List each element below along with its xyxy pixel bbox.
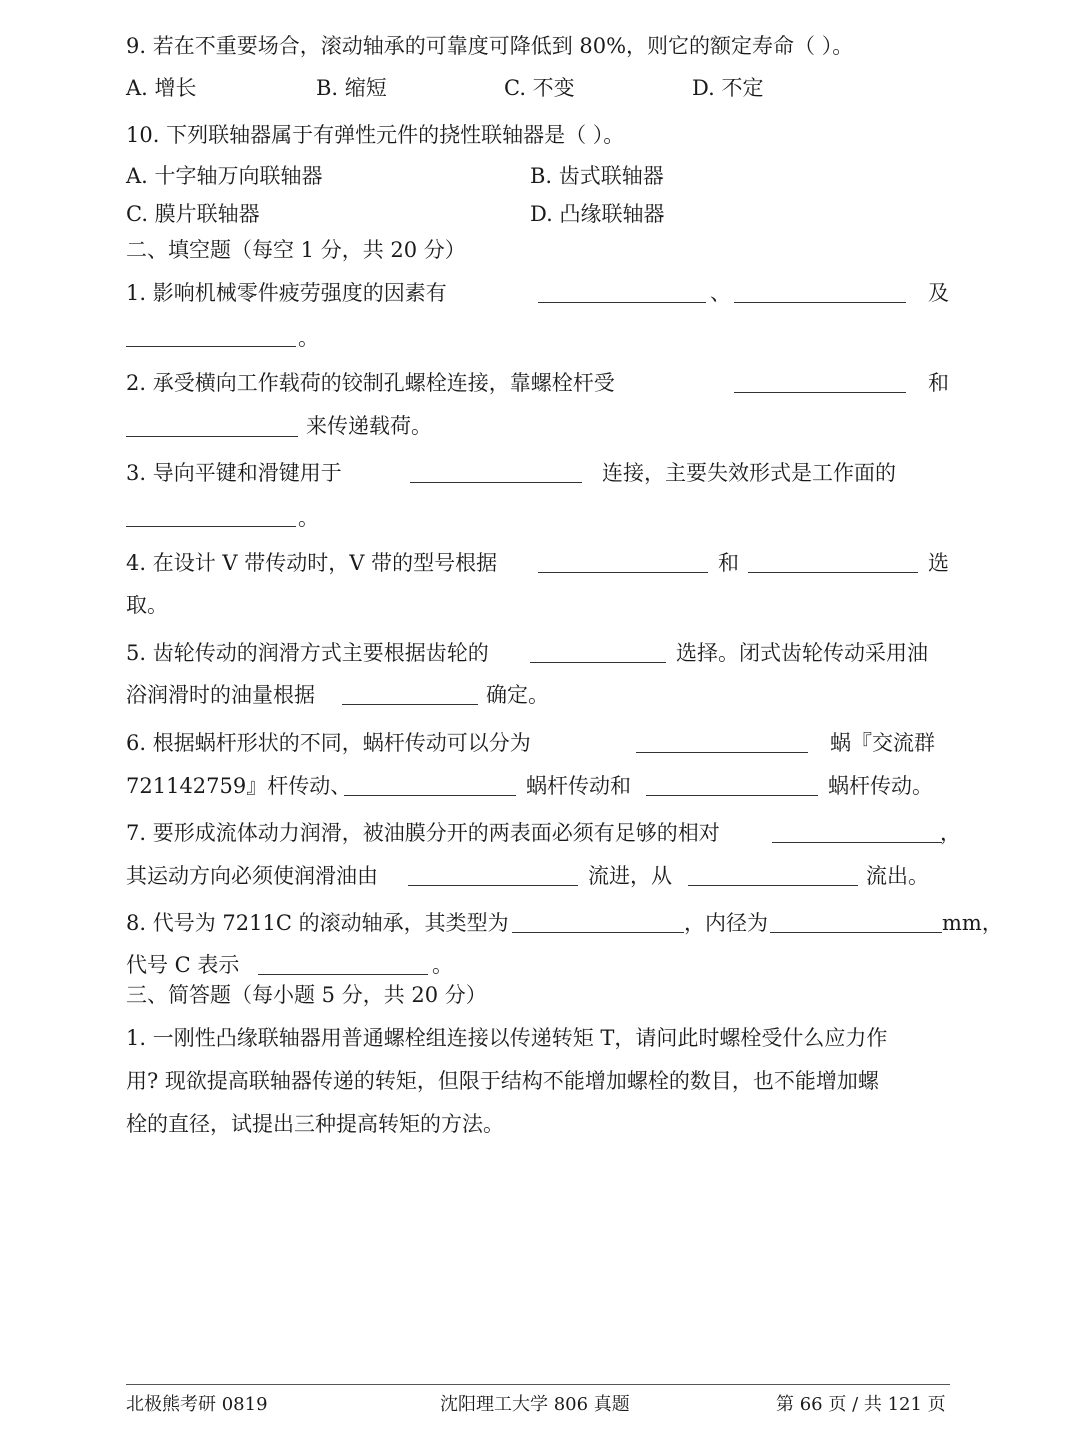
- fill-q3-end: 。: [298, 506, 319, 530]
- fill-q1-separator: 、: [710, 281, 731, 305]
- blank-line: [344, 795, 516, 796]
- blank-line: [646, 795, 818, 796]
- fill-q7-comma: ，: [940, 821, 961, 845]
- blank-line: [636, 752, 808, 753]
- fill-q2-end: 来传递载荷。: [306, 414, 432, 438]
- footer-center: 沈阳理工大学 806 真题: [440, 1394, 630, 1415]
- fill-q6-end: 蜗杆传动。: [828, 774, 933, 798]
- short-q1-line1: 1. 一刚性凸缘联轴器用普通螺栓组连接以传递转矩 T，请问此时螺栓受什么应力作: [126, 1026, 888, 1050]
- fill-q3-text: 3. 导向平键和滑键用于: [126, 461, 342, 485]
- q10-option-a: A. 十字轴万向联轴器: [126, 164, 323, 188]
- short-q1-line3: 栓的直径，试提出三种提高转矩的方法。: [126, 1112, 504, 1136]
- fill-q5-end: 确定。: [486, 683, 549, 707]
- blank-line: [770, 932, 942, 933]
- fill-q5-text-b: 选择。闭式齿轮传动采用油: [676, 641, 928, 665]
- blank-line: [512, 932, 684, 933]
- fill-q8-text-d: 代号 C 表示: [126, 953, 240, 977]
- q9-option-b: B. 缩短: [316, 76, 387, 100]
- blank-line: [126, 436, 298, 437]
- fill-q5-text-c: 浴润滑时的油量根据: [126, 683, 315, 707]
- blank-line: [538, 302, 706, 303]
- fill-q7-end: 流出。: [866, 864, 929, 888]
- fill-q6-text-c: 721142759』杆传动、: [126, 774, 352, 798]
- fill-q6-text-b: 蜗『交流群: [830, 731, 935, 755]
- blank-line: [258, 974, 428, 975]
- fill-q8-end: 。: [432, 953, 453, 977]
- fill-q1-end: 。: [298, 326, 319, 350]
- fill-q8-text-b: ，内径为: [684, 911, 768, 935]
- footer-left: 北极熊考研 0819: [126, 1394, 268, 1415]
- blank-line: [734, 392, 906, 393]
- footer-page-number: 第 66 页 / 共 121 页: [776, 1394, 946, 1415]
- fill-q5-text: 5. 齿轮传动的润滑方式主要根据齿轮的: [126, 641, 489, 665]
- blank-line: [688, 885, 858, 886]
- q10-option-b: B. 齿式联轴器: [530, 164, 664, 188]
- fill-q1-text: 1. 影响机械零件疲劳强度的因素有: [126, 281, 447, 305]
- fill-q2-text: 2. 承受横向工作载荷的铰制孔螺栓连接，靠螺栓杆受: [126, 371, 615, 395]
- section3-title: 三、简答题（每小题 5 分，共 20 分）: [126, 983, 487, 1007]
- blank-line: [408, 885, 578, 886]
- fill-q2-and: 和: [928, 371, 949, 395]
- q10-option-d: D. 凸缘联轴器: [530, 202, 665, 226]
- fill-q8-unit: mm，: [942, 911, 1003, 935]
- fill-q7-text: 7. 要形成流体动力润滑，被油膜分开的两表面必须有足够的相对: [126, 821, 720, 845]
- q9-option-d: D. 不定: [692, 76, 764, 100]
- short-q1-line2: 用? 现欲提高联轴器传递的转矩，但限于结构不能增加螺栓的数目，也不能增加螺: [126, 1069, 879, 1093]
- fill-q3-text-b: 连接，主要失效形式是工作面的: [602, 461, 896, 485]
- fill-q4-text: 4. 在设计 V 带传动时，V 带的型号根据: [126, 551, 498, 575]
- footer-rule: [126, 1384, 950, 1385]
- q10-option-c: C. 膜片联轴器: [126, 202, 260, 226]
- blank-line: [342, 704, 478, 705]
- fill-q4-and: 和: [718, 551, 739, 575]
- fill-q4-end: 取。: [126, 593, 168, 617]
- blank-line: [410, 482, 582, 483]
- q9-option-c: C. 不变: [504, 76, 575, 100]
- blank-line: [126, 526, 296, 527]
- blank-line: [530, 662, 666, 663]
- q9-option-a: A. 增长: [126, 76, 197, 100]
- fill-q4-select: 选: [928, 551, 949, 575]
- section2-title: 二、填空题（每空 1 分，共 20 分）: [126, 238, 466, 262]
- blank-line: [538, 572, 708, 573]
- blank-line: [126, 346, 296, 347]
- blank-line: [772, 842, 942, 843]
- fill-q6-text-d: 蜗杆传动和: [526, 774, 631, 798]
- fill-q8-text: 8. 代号为 7211C 的滚动轴承，其类型为: [126, 911, 509, 935]
- q9-stem: 9. 若在不重要场合，滚动轴承的可靠度可降低到 80%，则它的额定寿命（ ）。: [126, 34, 854, 58]
- fill-q1-and: 及: [928, 281, 949, 305]
- fill-q6-text: 6. 根据蜗杆形状的不同，蜗杆传动可以分为: [126, 731, 531, 755]
- q10-stem: 10. 下列联轴器属于有弹性元件的挠性联轴器是（ ）。: [126, 123, 625, 147]
- blank-line: [734, 302, 906, 303]
- blank-line: [748, 572, 918, 573]
- fill-q7-text-b: 其运动方向必须使润滑油由: [126, 864, 378, 888]
- fill-q7-text-c: 流进，从: [588, 864, 672, 888]
